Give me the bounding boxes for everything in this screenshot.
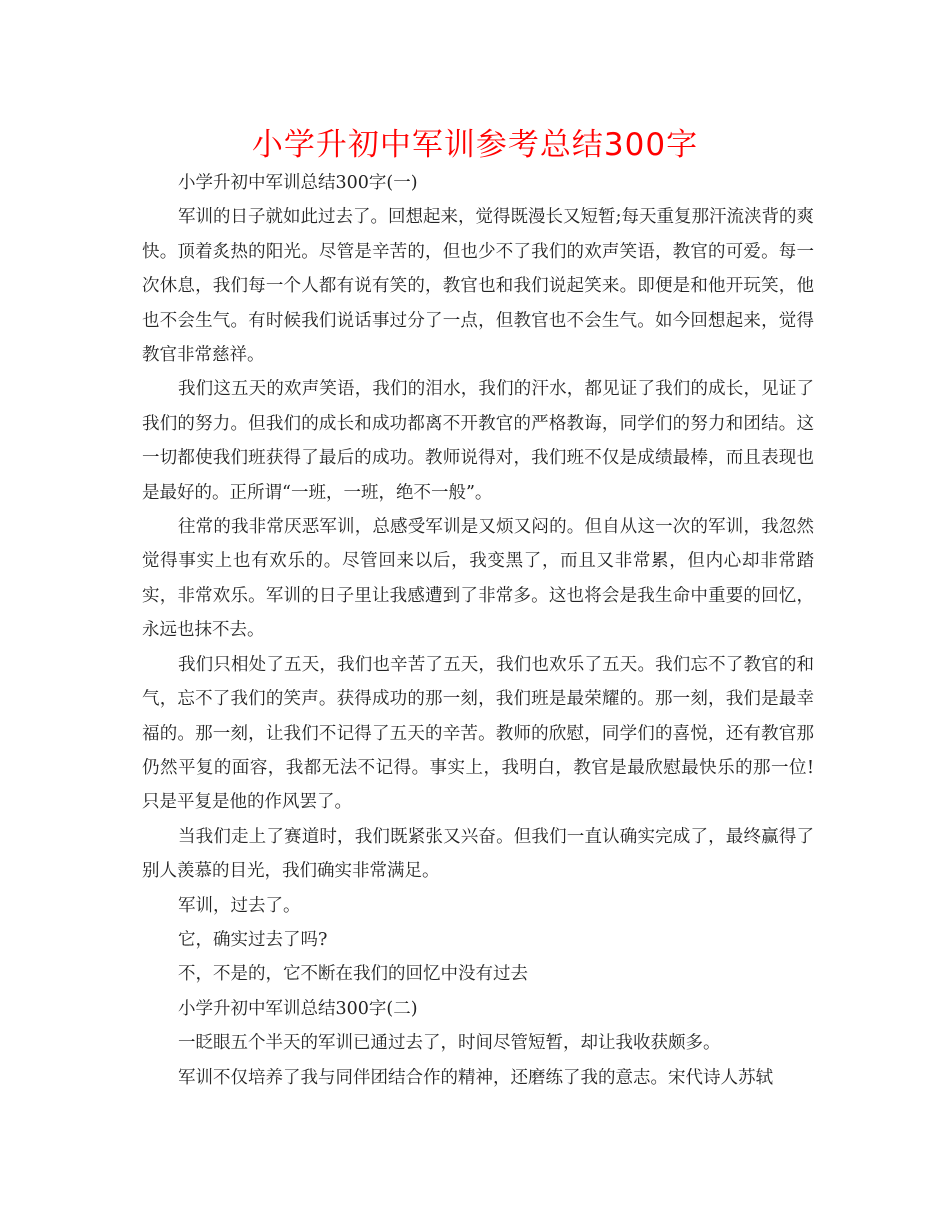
paragraph: 当我们走上了赛道时，我们既紧张又兴奋。但我们一直认确实完成了，最终赢得了别人羡慕的目光，我们确实非常满足。	[142, 826, 814, 882]
document-body	[142, 166, 814, 1095]
paragraph: 军训不仅培养了我与同伴团结合作的精神，还磨练了我的意志。宋代诗人苏轼	[178, 1067, 773, 1088]
paragraph: 我们只相处了五天，我们也辛苦了五天，我们也欢乐了五天。我们忘不了教官的和气，忘不了我们的笑声。获得成功的那一刻，我们班是最荣耀的。那一刻，我们是最幸福的。那一刻，让我们不记得了五天的辛苦。教师的欣慰，同学们的喜悦，还有教官那仍然平复的面容，我都无法不记得。事实上，我明白，教官是最欣慰最快乐的那一位!只是平复是他的作风罢了。	[142, 654, 814, 813]
paragraph: 一眨眼五个半天的军训已通过去了，时间尽管短暂，却让我收获颇多。	[178, 1033, 721, 1054]
document-title: 小学升初中军训参考总结300字	[251, 127, 699, 163]
section-heading-2: 小学升初中军训总结300字(二)	[178, 998, 418, 1019]
paragraph: 不，不是的，它不断在我们的回忆中没有过去	[178, 964, 528, 985]
paragraph: 我们这五天的欢声笑语，我们的泪水，我们的汗水，都见证了我们的成长，见证了我们的努力。但我们的成长和成功都离不开教官的严格教诲，同学们的努力和团结。这一切都使我们班获得了最后的成功。教师说得对，我们班不仅是成绩最棒，而且表现也是最好的。正所谓“一班，一班，绝不一般”。	[142, 379, 814, 503]
paragraph: 军训的日子就如此过去了。回想起来，觉得既漫长又短暂;每天重复那汗流浃背的爽快。顶着炙热的阳光。尽管是辛苦的，但也少不了我们的欢声笑语，教官的可爱。每一次休息，我们每一个人都有说有笑的，教官也和我们说起笑来。即便是和他开玩笑，他也不会生气。有时候我们说话事过分了一点，但教官也不会生气。如今回想起来，觉得教官非常慈祥。	[142, 207, 814, 366]
section-heading-1: 小学升初中军训总结300字(一)	[178, 173, 418, 193]
paragraph: 它，确实过去了吗?	[178, 929, 328, 950]
paragraph: 往常的我非常厌恶军训，总感受军训是又烦又闷的。但自从这一次的军训，我忽然觉得事实上也有欢乐的。尽管回来以后，我变黑了，而且又非常累，但内心却非常踏实，非常欢乐。军训的日子里让我感遭到了非常多。这也将会是我生命中重要的回忆，永远也抹不去。	[142, 517, 814, 641]
paragraph: 军训，过去了。	[178, 895, 301, 916]
